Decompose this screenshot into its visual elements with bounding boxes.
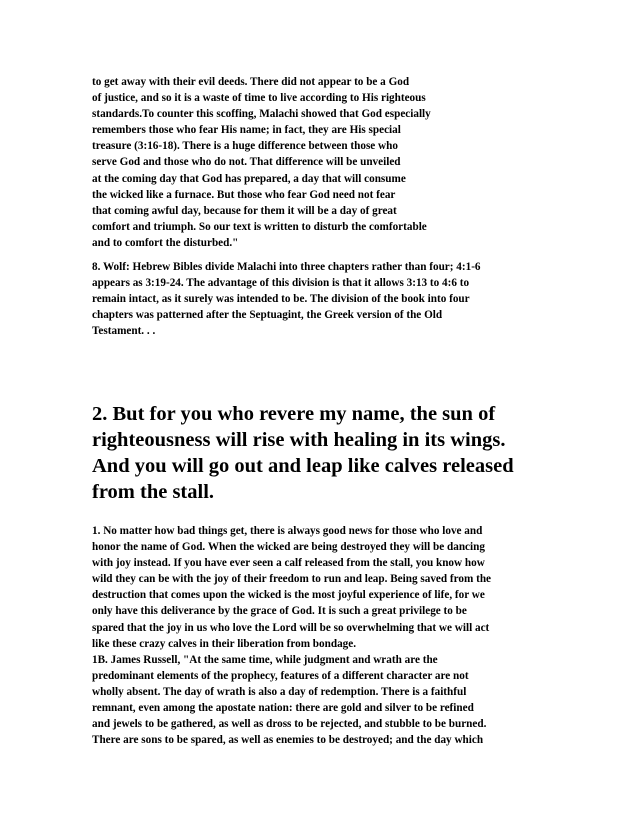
text-line: like these crazy calves in their liberation from bondage. (92, 637, 357, 650)
text-line: 1. No matter how bad things get, there is always good news for those who love and (92, 525, 483, 537)
heading-line: righteousness will rise with healing in its wings. (92, 429, 506, 451)
text-line: There are sons to be spared, as well as enemies to be destroyed; and the day which (92, 734, 484, 747)
text-line: with joy instead. If you have ever seen a calf released from the stall, you know how (92, 557, 485, 570)
text-line: remain intact, as it surely was intended to be. The division of the book into four (92, 293, 470, 306)
text-line: and jewels to be gathered, as well as dross to be rejected, and stubble to be burned. (92, 718, 487, 731)
text-line: of justice, and so it is a waste of time to live according to His righteous (92, 92, 426, 105)
text-line: that coming awful day, because for them it will be a day of great (92, 204, 397, 217)
heading-line: And you will go out and leap like calves released (92, 455, 514, 477)
paragraph-good-news (92, 523, 562, 652)
text-line: the wicked like a furnace. But those who fear God need not fear (92, 188, 396, 201)
text-line: Testament. . . (92, 325, 156, 338)
text-line: only have this deliverance by the grace of God. It is such a great privilege to be (92, 605, 467, 618)
section-heading (92, 401, 514, 505)
text-line: wholly absent. The day of wrath is also a day of redemption. There is a faithful (92, 686, 467, 699)
text-line: spared that the joy in us who love the Lord will be so overwhelming that we will act (92, 621, 490, 634)
text-line: 1B. James Russell, "At the same time, while judgment and wrath are the (92, 654, 438, 666)
text-line: and to comfort the disturbed." (92, 236, 239, 249)
paragraph-wolf-note (92, 259, 562, 339)
text-line: predominant elements of the prophecy, features of a different character are not (92, 670, 469, 683)
text-line: serve God and those who do not. That difference will be unveiled (92, 156, 401, 169)
text-line: chapters was patterned after the Septuagint, the Greek version of the Old (92, 309, 443, 322)
text-line: destruction that comes upon the wicked is the most joyful experience of life, for we (92, 589, 485, 602)
heading-line: from the stall. (92, 481, 215, 503)
text-line: at the coming day that God has prepared, a day that will consume (92, 172, 406, 185)
paragraph-russell-quote (92, 652, 562, 749)
text-line: to get away with their evil deeds. There did not appear to be a God (92, 76, 410, 88)
text-line: comfort and triumph. So our text is written to disturb the comfortable (92, 220, 427, 233)
text-line: appears as 3:19-24. The advantage of this division is that it allows 3:13 to 4:6 to (92, 277, 470, 290)
text-line: standards.To counter this scoffing, Malachi showed that God especially (92, 108, 431, 121)
text-line: wild they can be with the joy of their freedom to run and leap. Being saved from the (92, 573, 492, 586)
text-line: 8. Wolf: Hebrew Bibles divide Malachi into three chapters rather than four; 4:1-6 (92, 261, 481, 273)
text-line: remembers those who fear His name; in fact, they are His special (92, 124, 401, 137)
paragraph-scoffing-commentary (92, 74, 562, 251)
heading-line: 2. But for you who revere my name, the sun of (92, 403, 496, 425)
text-line: honor the name of God. When the wicked are being destroyed they will be dancing (92, 541, 485, 554)
text-line: treasure (3:16-18). There is a huge difference between those who (92, 140, 398, 153)
text-line: remnant, even among the apostate nation: there are gold and silver to be refined (92, 702, 474, 715)
